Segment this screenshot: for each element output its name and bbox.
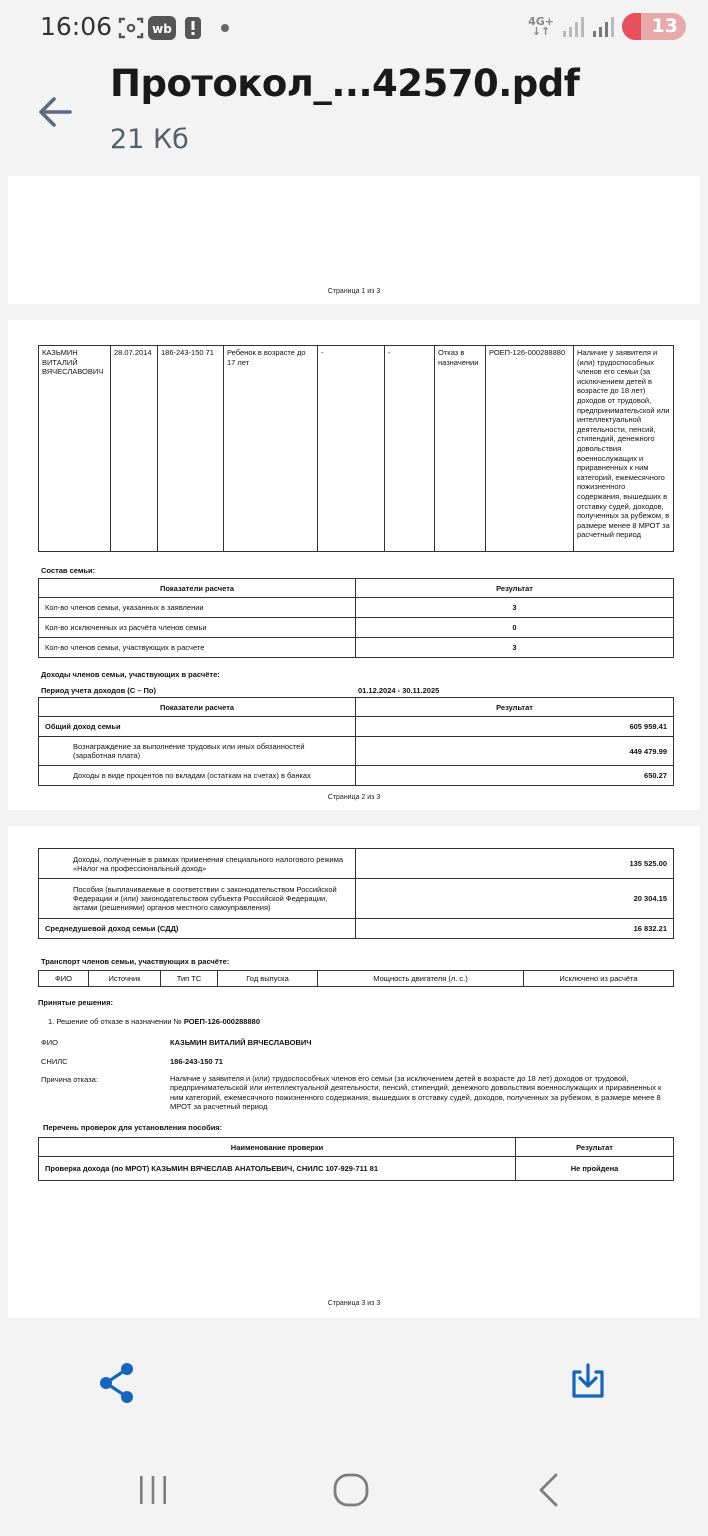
income-table [38, 697, 674, 786]
battery-indicator: 13 [622, 13, 686, 40]
check-name: Проверка дохода (по МРОТ) КАЗЬМИН ВЯЧЕСЛАВ АНАТОЛЬЕВИЧ, СНИЛС 107-929-711 81 [39, 1157, 516, 1181]
home-icon[interactable] [332, 1472, 370, 1508]
cell-number: РОЕП-126-000288880 [486, 346, 574, 552]
col-check-result: Результат [516, 1138, 674, 1157]
decisions-title: Принятые решения: [38, 998, 114, 1007]
cell-birth: 28.07.2014 [111, 346, 158, 552]
table-row [39, 766, 674, 786]
status-bar [0, 0, 708, 56]
page-footer: Страница 1 из 3 [327, 288, 381, 295]
col-indicator: Показатели расчета [39, 579, 356, 598]
cell-role: Ребенок в возрасте до 17 лет [224, 346, 318, 552]
row-value: 605 959.41 [356, 717, 674, 737]
col-result: Результат [356, 579, 674, 598]
page-footer: Страница 2 из 3 [327, 794, 381, 801]
cell-5: - [318, 346, 385, 552]
cell-snils: 186-243-150 71 [158, 346, 224, 552]
snils-label: СНИЛС [41, 1057, 68, 1066]
download-icon[interactable] [568, 1362, 608, 1402]
wb-app-icon [148, 16, 176, 40]
svg-text:wb: wb [152, 22, 172, 36]
row-value: 3 [356, 598, 674, 618]
row-label: Кол-во членов семьи, участвующих в расчете [39, 638, 356, 658]
row-value: 449 479.99 [356, 737, 674, 766]
family-title: Состав семьи: [41, 566, 96, 575]
table-row [39, 346, 674, 552]
family-table [38, 578, 674, 658]
row-value: 16 832.21 [356, 919, 674, 939]
row-label: Вознаграждение за выполнение трудовых или иных обязанностей (заработная плата) [39, 737, 356, 766]
income-table-cont [38, 848, 674, 939]
pdf-page-2 [8, 320, 700, 810]
row-label: Пособия (выплачиваемые в соответствии с законодательством Российской Федерации и (или) законодательством субъекта Российской Федерации, актами (решениями) органов местного самоуправления) [39, 879, 356, 919]
period-label: Период учета доходов (С – По) [41, 686, 156, 695]
checks-table [38, 1137, 674, 1181]
income-title: Доходы членов семьи, участвующих в расчёте: [41, 670, 220, 679]
back-arrow-icon[interactable] [36, 92, 76, 132]
table-row [39, 849, 674, 879]
col-source: Источник [89, 971, 161, 987]
table-row [39, 618, 674, 638]
row-value: 0 [356, 618, 674, 638]
row-value: 20 304.15 [356, 879, 674, 919]
col-indicator: Показатели расчета [39, 698, 356, 717]
row-value: 135 525.00 [356, 849, 674, 879]
cell-decision: Отказ в назначении [435, 346, 486, 552]
status-time: 16:06 [40, 12, 113, 41]
period-value: 01.12.2024 - 30.11.2025 [358, 686, 440, 695]
reason-value: Наличие у заявителя и (или) трудоспособных членов его семьи (за исключением детей в возрасте до 18 лет) доходов от трудовой, предпринимательской или интеллектуальной деятельности, пенсий, стипендий, денежного довольствия военнослужащих и приравненных к ним категорий, ежемесячного пожизненного содержания, вышедших в отставку судей, доходов, полученных за рубежом, в размере менее 8 МРОТ за расчетный период [170, 1074, 662, 1112]
row-label: Общий доход семьи [39, 717, 356, 737]
col-excluded: Исключено из расчёта [524, 971, 674, 987]
pdf-page-3 [8, 826, 700, 1318]
page-footer: Страница 3 из 3 [327, 1300, 381, 1307]
pdf-page-1 [8, 176, 700, 304]
col-type: Тип ТС [161, 971, 218, 987]
transport-table [38, 970, 674, 987]
decision-table [38, 345, 674, 552]
network-type: 4G+ ↓↑ [528, 14, 554, 38]
row-label: Кол-во исключенных из расчёта членов семьи [39, 618, 356, 638]
fio-value: КАЗЬМИН ВИТАЛИЙ ВЯЧЕСЛАВОВИЧ [170, 1038, 312, 1047]
dot-icon [219, 16, 231, 40]
row-label: Доходы в виде процентов по вкладам (остаткам на счетах) в банках [39, 766, 356, 786]
table-row [39, 598, 674, 618]
transport-title: Транспорт членов семьи, участвующих в расчёте: [41, 957, 230, 966]
file-title: Протокол_...42570.pdf [110, 62, 580, 105]
decision-item: 1. Решение об отказе в назначении № РОЕП-126-000288880 [48, 1017, 260, 1026]
back-nav-icon[interactable] [536, 1472, 562, 1508]
row-label: Доходы, полученные в рамках применения специального налогового режима «Налог на профессиональный доход» [39, 849, 356, 879]
snils-value: 186-243-150 71 [170, 1057, 223, 1066]
check-result: Не пройдена [516, 1157, 674, 1181]
share-icon[interactable] [98, 1362, 136, 1404]
fio-label: ФИО [41, 1038, 58, 1047]
row-label: Среднедушевой доход семьи (СДД) [39, 919, 356, 939]
row-value: 650.27 [356, 766, 674, 786]
alert-icon [184, 16, 202, 40]
table-row [39, 919, 674, 939]
cell-reason: Наличие у заявителя и (или) трудоспособных членов его семьи (за исключением детей в возрасте до 18 лет) доходов от трудовой, предпринимательской или интеллектуальной деятельности, пенсий, стипендий, денежного довольствия военнослужащих и приравненных к ним категорий, ежемесячного пожизненного содержания, вышедших в отставку судей, доходов, полученных за рубежом, в размере менее 8 МРОТ за расчетный период [574, 346, 674, 552]
table-row [39, 1157, 674, 1181]
cell-6: - [385, 346, 435, 552]
cell-name: КАЗЬМИН ВИТАЛИЙ ВЯЧЕСЛАВОВИЧ [39, 346, 111, 552]
reason-label: Причина отказа: [41, 1075, 98, 1084]
row-label: Кол-во членов семьи, указанных в заявлении [39, 598, 356, 618]
row-value: 3 [356, 638, 674, 658]
col-power: Мощность двигателя (л. с.) [318, 971, 524, 987]
col-fio: ФИО [39, 971, 89, 987]
signal-icon-2 [592, 16, 614, 38]
checks-title: Перечень проверок для установления пособия: [43, 1123, 223, 1132]
signal-icon-1 [562, 16, 584, 38]
table-row [39, 638, 674, 658]
col-check-name: Наименование проверки [39, 1138, 516, 1157]
col-result: Результат [356, 698, 674, 717]
col-year: Год выпуска [218, 971, 318, 987]
table-row [39, 879, 674, 919]
recent-apps-icon[interactable] [136, 1472, 170, 1508]
table-row [39, 717, 674, 737]
screen-record-icon [118, 16, 144, 40]
table-row [39, 737, 674, 766]
file-size: 21 Кб [110, 124, 189, 155]
